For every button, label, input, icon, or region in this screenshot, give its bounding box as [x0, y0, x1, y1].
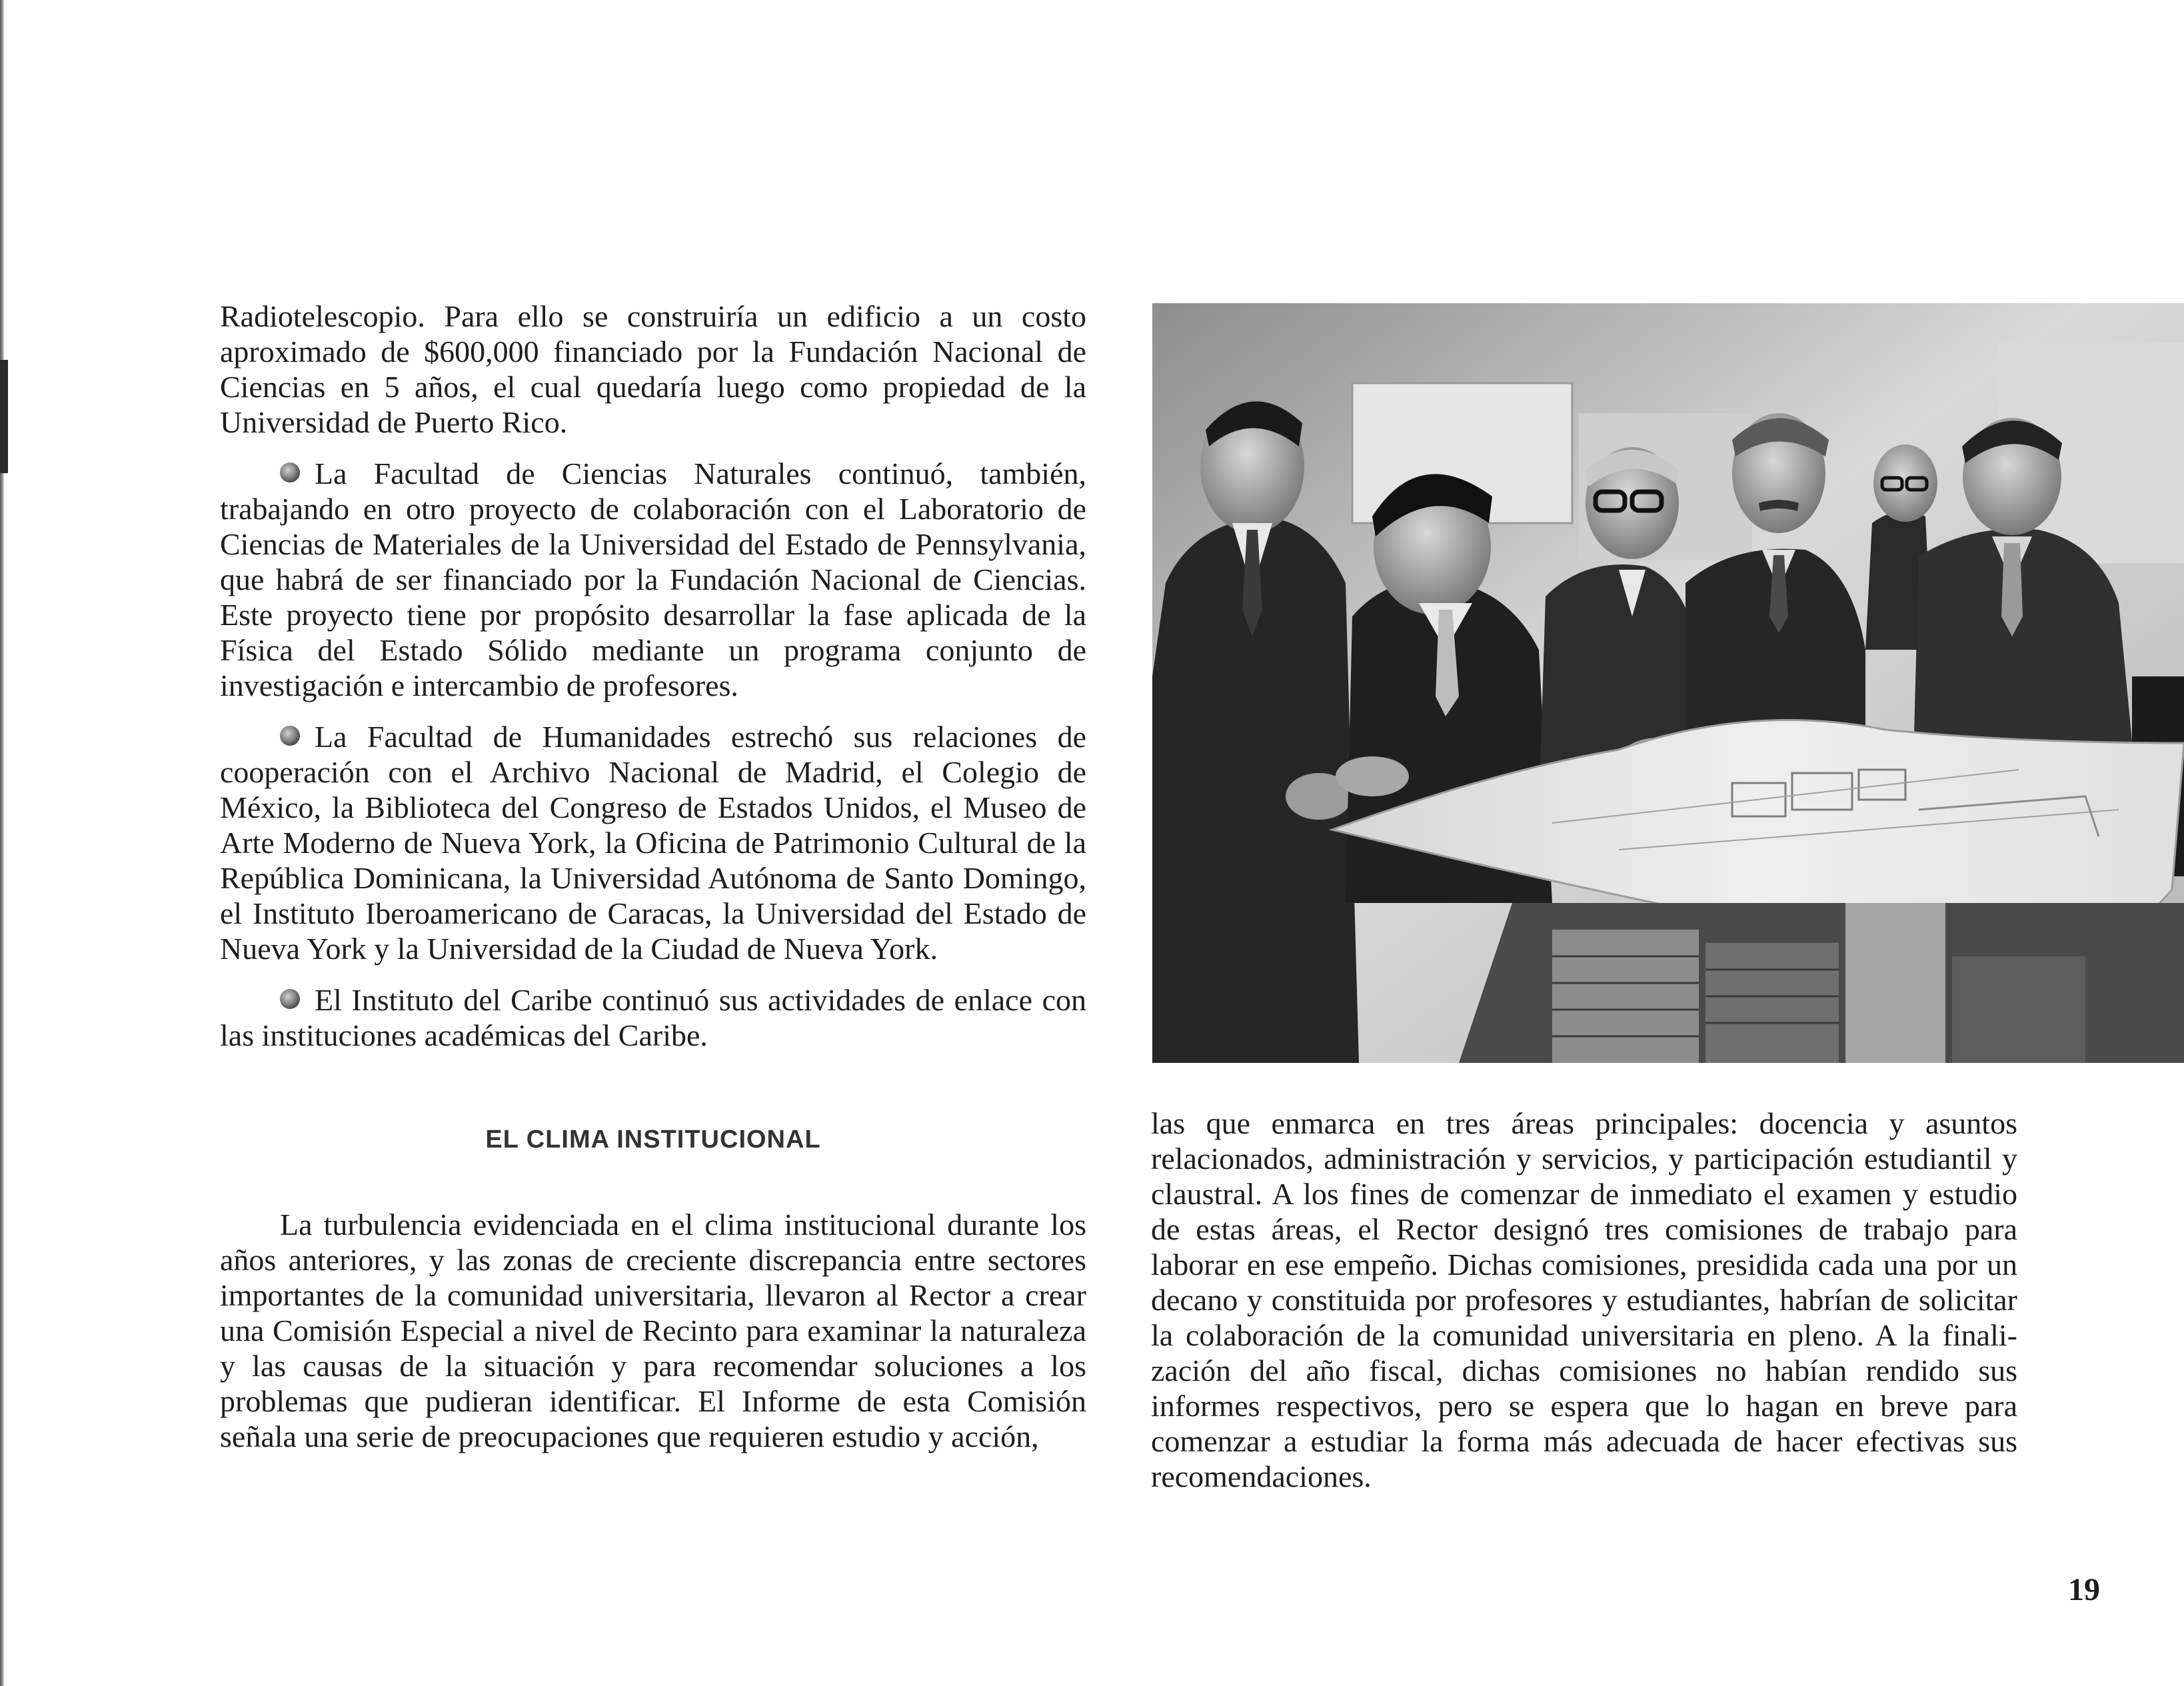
paragraph-humanidades-text: La Facultad de Humanidades estrechó sus relaciones de cooperación con el Archivo Nacional de Madrid, el Colegio de México, la Biblioteca del Congreso de Estados Unidos, el Museo de Arte Moderno de Nueva York, la Oficina de Patrimonio Cultural de la República Dominicana, la Universidad Autónoma de Santo Domingo, el Instituto Iberoamericano de Caracas, la Universidad del Estado de Nueva York y la Universidad de la Ciudad de Nueva York. — [220, 720, 1086, 966]
page-number: 19 — [2068, 1572, 2100, 1607]
paragraph-humanidades — [220, 719, 1086, 966]
left-text-column — [220, 299, 1086, 1470]
page-spine-mark — [0, 360, 8, 473]
bullet-icon — [280, 989, 300, 1009]
section-heading: EL CLIMA INSTITUCIONAL — [485, 1126, 821, 1154]
paragraph-ciencias-naturales-text: La Facultad de Ciencias Naturales continuó, también, trabajando en otro proyecto de colaboración con el Laboratorio de Ciencias de Materiales de la Universidad del Estado de Pennsylvania, que habrá de ser financiado por la Fundación Nacional de Ciencias. Este proyecto tiene por propósito desarrollar la fase aplicada de la Física del Estado Sólido mediante un programa conjunto de investigación e intercambio de profesores. — [220, 456, 1086, 702]
page-spine-shadow — [0, 0, 5, 1686]
photo-men-reviewing-plans — [1152, 303, 2184, 1063]
bullet-icon — [280, 462, 300, 482]
paragraph-clima-institucional: La turbulencia evidenciada en el clima institucional durante los años anteriores, y las zonas de creciente discrepancia entre sectores importantes de la comunidad universitaria, llevaron al Rector a crear una Comisión Especial a nivel de Recinto para examinar la naturaleza y las causas de la situación y para recomendar soluciones a los problemas que pudieran identificar. El Informe de esta Comisión señala una serie de preocupaciones que requieren estudio y acción, — [220, 1208, 1086, 1453]
paragraph-areas-principales: las que enmarca en tres áreas principales: docencia y asuntos relacionados, administración y servicios, y participación estudiantil y claustral. A los fines de comenzar de inmediato el examen y estudio de estas áreas, el Rector designó tres comisiones de trabajo para laborar en ese empeño. Dichas comisiones, presidida cada una por un decano y constituida por profesores y estudiantes, habrían de solicitar la colaboración de la comunidad universitaria en pleno. A la finalización del año fiscal, dichas comisiones no habían rendido sus informes respectivos, pero se espera que lo hagan en breve para comenzar a estudiar la forma más adecuada de hacer efectivas sus recomendaciones. — [1151, 1106, 2017, 1493]
paragraph-instituto-caribe — [220, 982, 1086, 1053]
paragraph-instituto-caribe-text: El Instituto del Caribe continuó sus actividades de enlace con las instituciones académicas del Caribe. — [220, 983, 1086, 1052]
bullet-icon — [280, 726, 300, 746]
paragraph-radiotelescopio: Radiotelescopio. Para ello se construiría un edificio a un costo aproximado de $600,000 financiado por la Fundación Nacional de Ciencias en 5 años, el cual quedaría luego como propiedad de la Universidad de Puerto Rico. — [220, 299, 1086, 439]
paragraph-ciencias-naturales — [220, 456, 1086, 703]
right-text-column — [1151, 1106, 2017, 1510]
